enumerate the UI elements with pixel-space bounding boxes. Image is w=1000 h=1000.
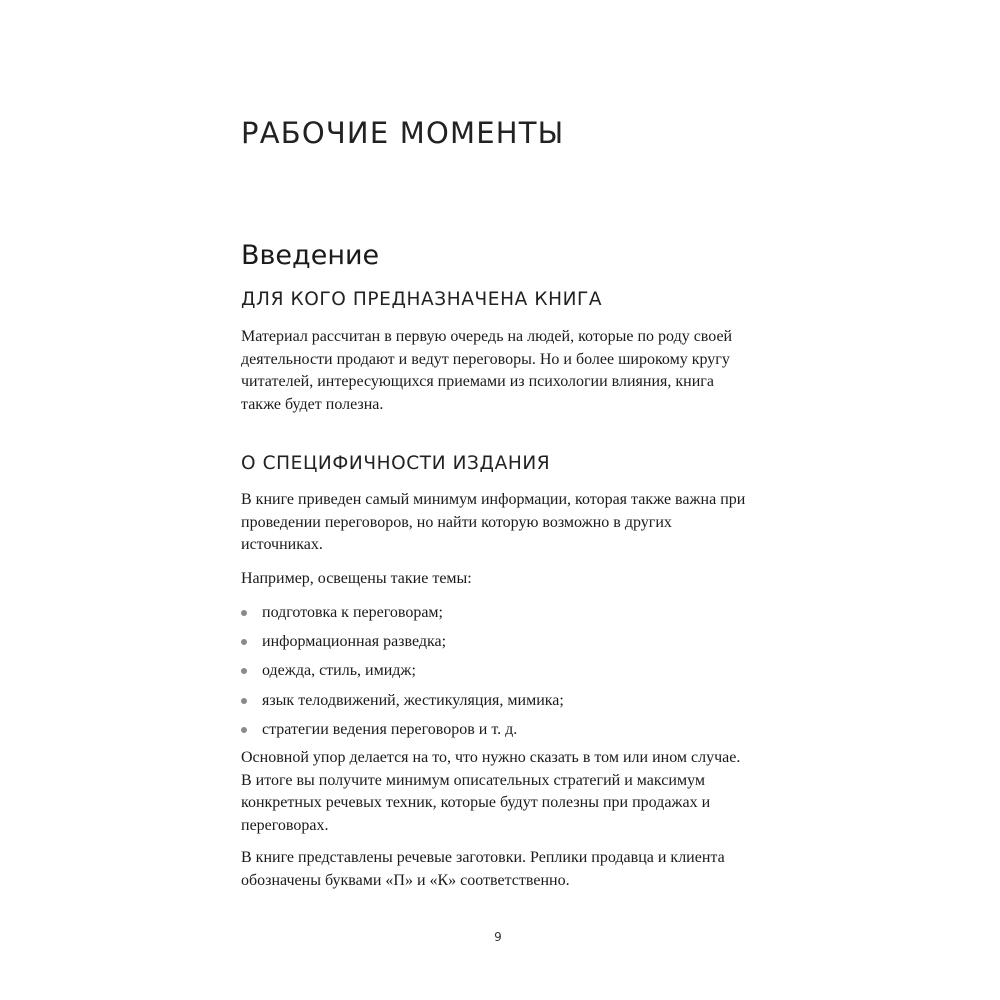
list-item — [241, 660, 755, 689]
chapter-title: Введение — [241, 240, 380, 271]
paragraph-main-focus: Основной упор делается на то, что нужно сказать в том или ином случае. В итоге вы получите минимум описательных стратегий и максимум конкретных речевых техник, которые будут полезны при продажах и переговорах. — [241, 749, 741, 834]
section-title-specifics: О СПЕЦИФИЧНОСТИ ИЗДАНИЯ — [241, 453, 551, 474]
paragraph-topics-intro: Например, освещены такие темы: — [241, 570, 472, 587]
bullet-icon — [241, 639, 247, 645]
page-number: 9 — [494, 930, 502, 944]
topics-list — [241, 602, 755, 748]
bullet-icon — [241, 610, 247, 616]
section-title-audience: ДЛЯ КОГО ПРЕДНАЗНАЧЕНА КНИГА — [241, 289, 603, 310]
bullet-icon — [241, 668, 247, 674]
list-item-text: подготовка к переговорам; — [262, 604, 443, 621]
list-item-text: информационная разведка; — [262, 633, 447, 651]
paragraph-audience: Материал рассчитан в первую очередь на людей, которые по роду своей деятельности продают и ведут переговоры. Но и более широкому кругу читателей, интересующихся приемами из психологии влияния, книга также будет полезна. — [241, 328, 733, 413]
bullet-icon — [241, 698, 247, 704]
part-title: РАБОЧИЕ МОМЕНТЫ — [241, 116, 565, 150]
list-item-text: язык телодвижений, жестикуляция, мимика; — [262, 691, 564, 709]
list-item — [241, 719, 755, 748]
list-item — [241, 631, 755, 660]
list-item-text: стратегии ведения переговоров и т. д. — [262, 720, 518, 738]
bullet-icon — [241, 727, 247, 733]
list-item — [241, 602, 755, 631]
paragraph-speech-templates: В книге представлены речевые заготовки. Реплики продавца и клиента обозначены буквами «П» и «К» соответственно. — [241, 849, 725, 889]
list-item-text: одежда, стиль, имидж; — [262, 662, 416, 680]
list-item — [241, 690, 755, 719]
paragraph-minimum-info: В книге приведен самый минимум информации, которая также важна при проведении переговоров, но найти которую возможно в других источниках. — [241, 491, 746, 554]
